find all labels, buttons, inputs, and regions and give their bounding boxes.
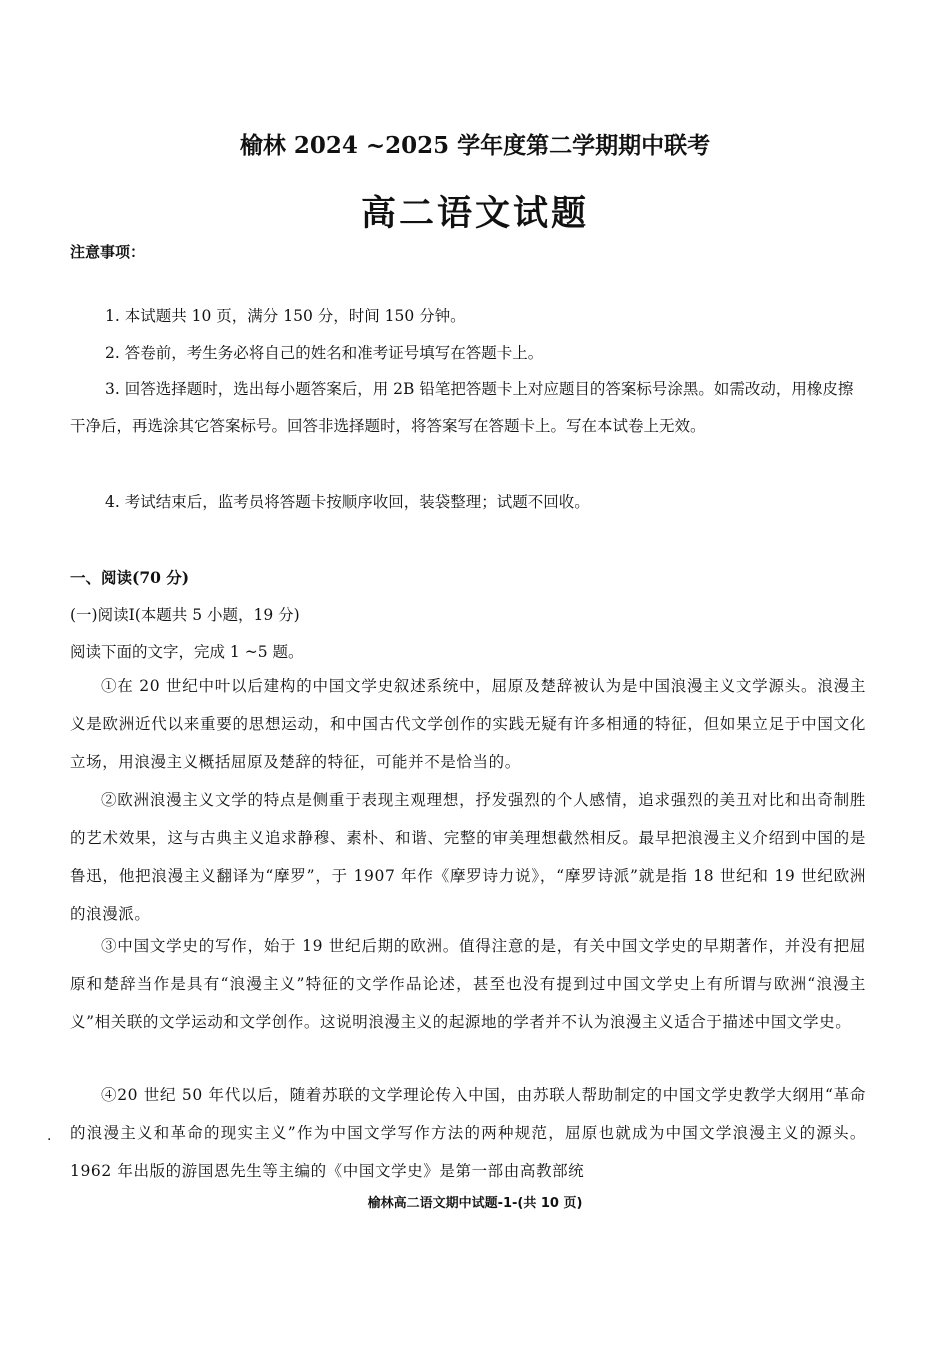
passage-paragraph-1: ①在 20 世纪中叶以后建构的中国文学史叙述系统中，屈原及楚辞被认为是中国浪漫主义文学源头。浪漫主义是欧洲近代以来重要的思想运动，和中国古代文学创作的实践无疑有许多相通的特征，但如果立足于中国文化立场，用浪漫主义概括屈原及楚辞的特征，可能并不是恰当的。 xyxy=(70,677,866,771)
notice-item-2: 2. 答卷前，考生务必将自己的姓名和准考证号填写在答题卡上。 xyxy=(105,344,544,362)
section-heading: 一、阅读(70 分) xyxy=(70,568,190,587)
notice-item-3: 3. 回答选择题时，选出每小题答案后，用 2B 铅笔把答题卡上对应题目的答案标号涂黑。如需改动，用橡皮擦干净后，再选涂其它答案标号。回答非选择题时，将答案写在答题卡上。写在本试卷上无效。 xyxy=(70,380,854,435)
section-subheading: (一)阅读Ⅰ(本题共 5 小题，19 分) xyxy=(70,606,300,624)
passage-paragraph-3: ③中国文学史的写作，始于 19 世纪后期的欧洲。值得注意的是，有关中国文学史的早期著作，并没有把屈原和楚辞当作是具有“浪漫主义”特征的文学作品论述，甚至也没有提到过中国文学史上有所谓与欧洲“浪漫主义”相关联的文学运动和文学创作。这说明浪漫主义的起源地的学者并不认为浪漫主义适合于描述中国文学史。 xyxy=(70,937,866,1031)
margin-mark: · xyxy=(47,1132,52,1148)
section-instruction: 阅读下面的文字，完成 1 ~5 题。 xyxy=(70,643,304,661)
passage-paragraph-4: ④20 世纪 50 年代以后，随着苏联的文学理论传入中国，由苏联人帮助制定的中国文学史教学大纲用“革命的浪漫主义和革命的现实主义”作为中国文学写作方法的两种规范，屈原也就成为中国文学浪漫主义的源头。1962 年出版的游国恩先生等主编的《中国文学史》是第一部由高教部统 xyxy=(70,1086,866,1180)
exam-name: 榆林 2024 ~2025 学年度第二学期期中联考 xyxy=(239,132,711,159)
notice-item-1: 1. 本试题共 10 页，满分 150 分，时间 150 分钟。 xyxy=(105,307,466,325)
notice-item-4: 4. 考试结束后，监考员将答题卡按顺序收回，装袋整理；试题不回收。 xyxy=(105,493,590,511)
subject-title: 高二语文试题 xyxy=(360,194,589,234)
notice-heading: 注意事项： xyxy=(70,243,146,261)
page-footer: 榆林高二语文期中试题-1-(共 10 页) xyxy=(367,1196,583,1211)
passage-paragraph-2: ②欧洲浪漫主义文学的特点是侧重于表现主观理想，抒发强烈的个人感情，追求强烈的美丑对比和出奇制胜的艺术效果，这与古典主义追求静穆、素朴、和谐、完整的审美理想截然相反。最早把浪漫主义介绍到中国的是鲁迅，他把浪漫主义翻译为“摩罗”，于 1907 年作《摩罗诗力说》，“摩罗诗派”就是指 18 世纪和 19 世纪欧洲的浪漫派。 xyxy=(70,791,866,923)
